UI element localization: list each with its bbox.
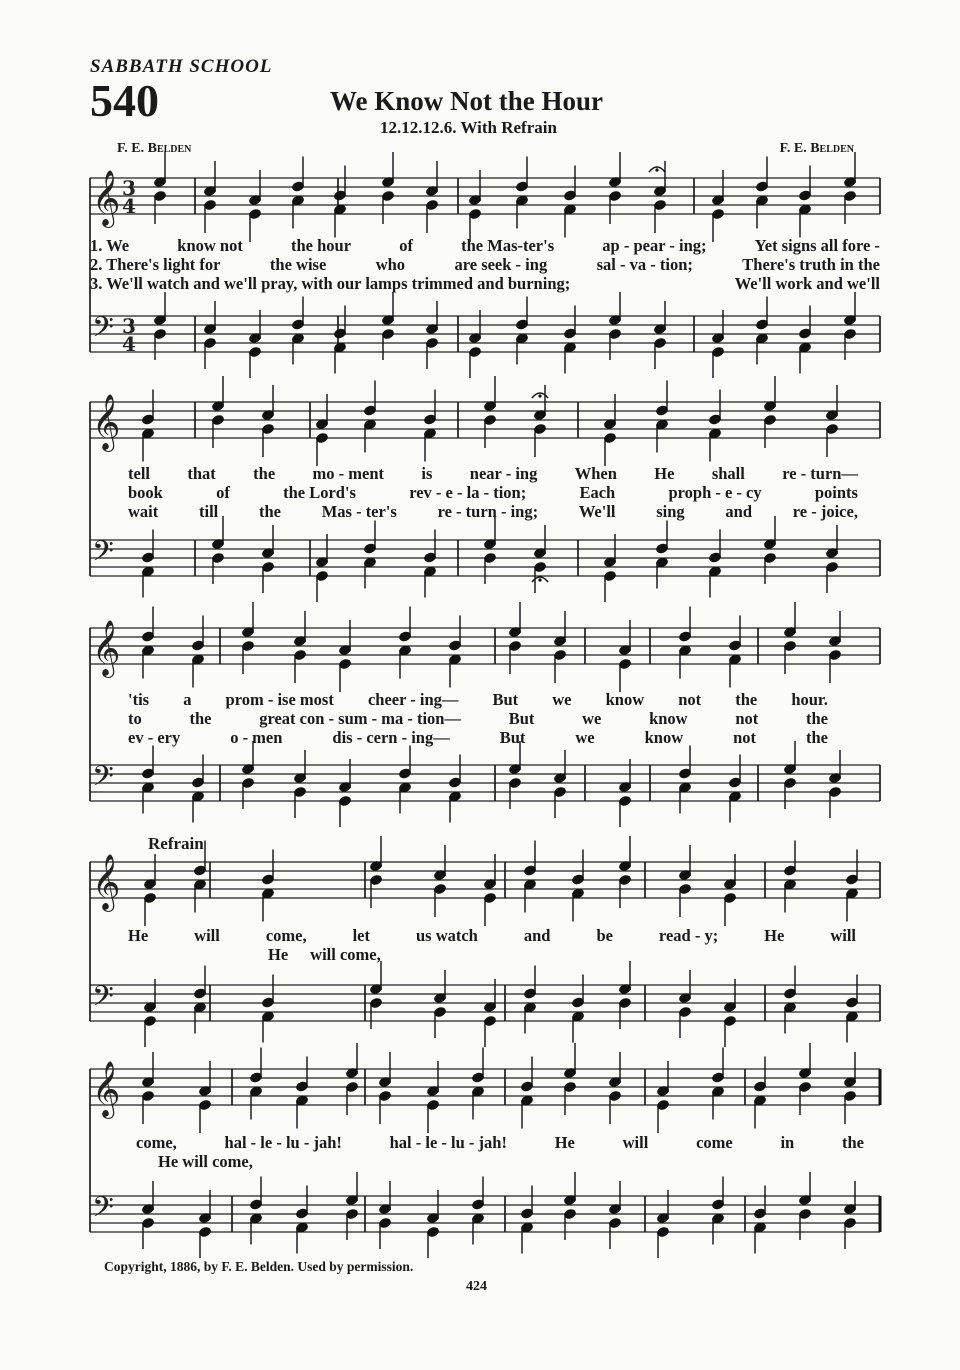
lyrics-system-1 — [90, 236, 880, 293]
hymn-meter: 12.12.12.6. With Refrain — [380, 118, 557, 137]
section-label: SABBATH SCHOOL — [90, 56, 273, 77]
bass-clef-icon: 𝄢 — [92, 760, 114, 800]
lyrics-system-5 — [136, 1133, 864, 1171]
music-credit: F. E. Belden — [779, 141, 854, 156]
copyright-notice: Copyright, 1886, by F. E. Belden. Used by permission. — [104, 1259, 414, 1274]
refrain-label: Refrain — [148, 834, 204, 853]
lyric-line: 3. We'll watch and we'll pray, with our lamps trimmed and burning; We'll work and we'll — [90, 274, 880, 293]
treble-clef-icon: 𝄞 — [92, 394, 121, 450]
lyrics-system-3 — [128, 690, 828, 747]
lyric-line: 2. There's light for the wise who are seek - ing sal - va - tion; There's truth in the — [90, 255, 880, 274]
fermata-dot — [655, 168, 658, 171]
hymn-number: 540 — [90, 75, 159, 126]
bass-clef-icon: 𝄢 — [92, 535, 114, 575]
words-credit: F. E. Belden — [117, 141, 192, 156]
lyric-line: tell that the mo - ment is near - ing When He shall re - turn— — [128, 464, 858, 483]
bass-clef-icon: 𝄢 — [92, 980, 114, 1020]
page-number: 424 — [466, 1279, 487, 1294]
lyrics-system-4 — [128, 926, 856, 964]
time-signature-bottom: 4 — [122, 194, 136, 218]
time-signature-bottom: 4 — [122, 332, 136, 356]
bass-clef-icon: 𝄢 — [92, 311, 114, 351]
lyric-line: to the great con - sum - ma - tion— But we know not the — [128, 709, 828, 728]
time-signature-top: 3 — [122, 314, 136, 338]
lyrics-system-2 — [128, 464, 858, 521]
lyric-line: come, hal - le - lu - jah! hal - le - lu - jah! He will come in the — [136, 1133, 864, 1152]
lyric-line: He will come, — [158, 1152, 253, 1171]
lyric-line: 'tis a prom - ise most cheer - ing— But we know not the hour. — [128, 690, 828, 709]
lyric-line: 1. We know not the hour of the Mas-ter's ap - pear - ing; Yet signs all fore - — [90, 236, 880, 255]
bass-clef-icon: 𝄢 — [92, 1191, 114, 1231]
fermata-dot — [538, 394, 541, 397]
treble-clef-icon: 𝄞 — [92, 854, 121, 910]
treble-clef-icon: 𝄞 — [92, 620, 121, 676]
lyric-line: He will come, — [268, 945, 381, 964]
treble-clef-icon: 𝄞 — [92, 1061, 121, 1117]
lyric-line: wait till the Mas - ter's re - turn - ing; We'll sing and re - joice, — [128, 502, 858, 521]
lyric-line: book of the Lord's rev - e - la - tion; Each proph - e - cy points — [128, 483, 858, 502]
hymn-title: We Know Not the Hour — [330, 86, 603, 116]
lyric-line: He will come, let us watch and be read - y; He will — [128, 926, 856, 945]
lyric-line: ev - ery o - men dis - cern - ing— But we know not the — [128, 728, 828, 747]
time-signature-top: 3 — [122, 176, 136, 200]
treble-clef-icon: 𝄞 — [92, 170, 121, 226]
fermata-dot — [538, 578, 541, 581]
